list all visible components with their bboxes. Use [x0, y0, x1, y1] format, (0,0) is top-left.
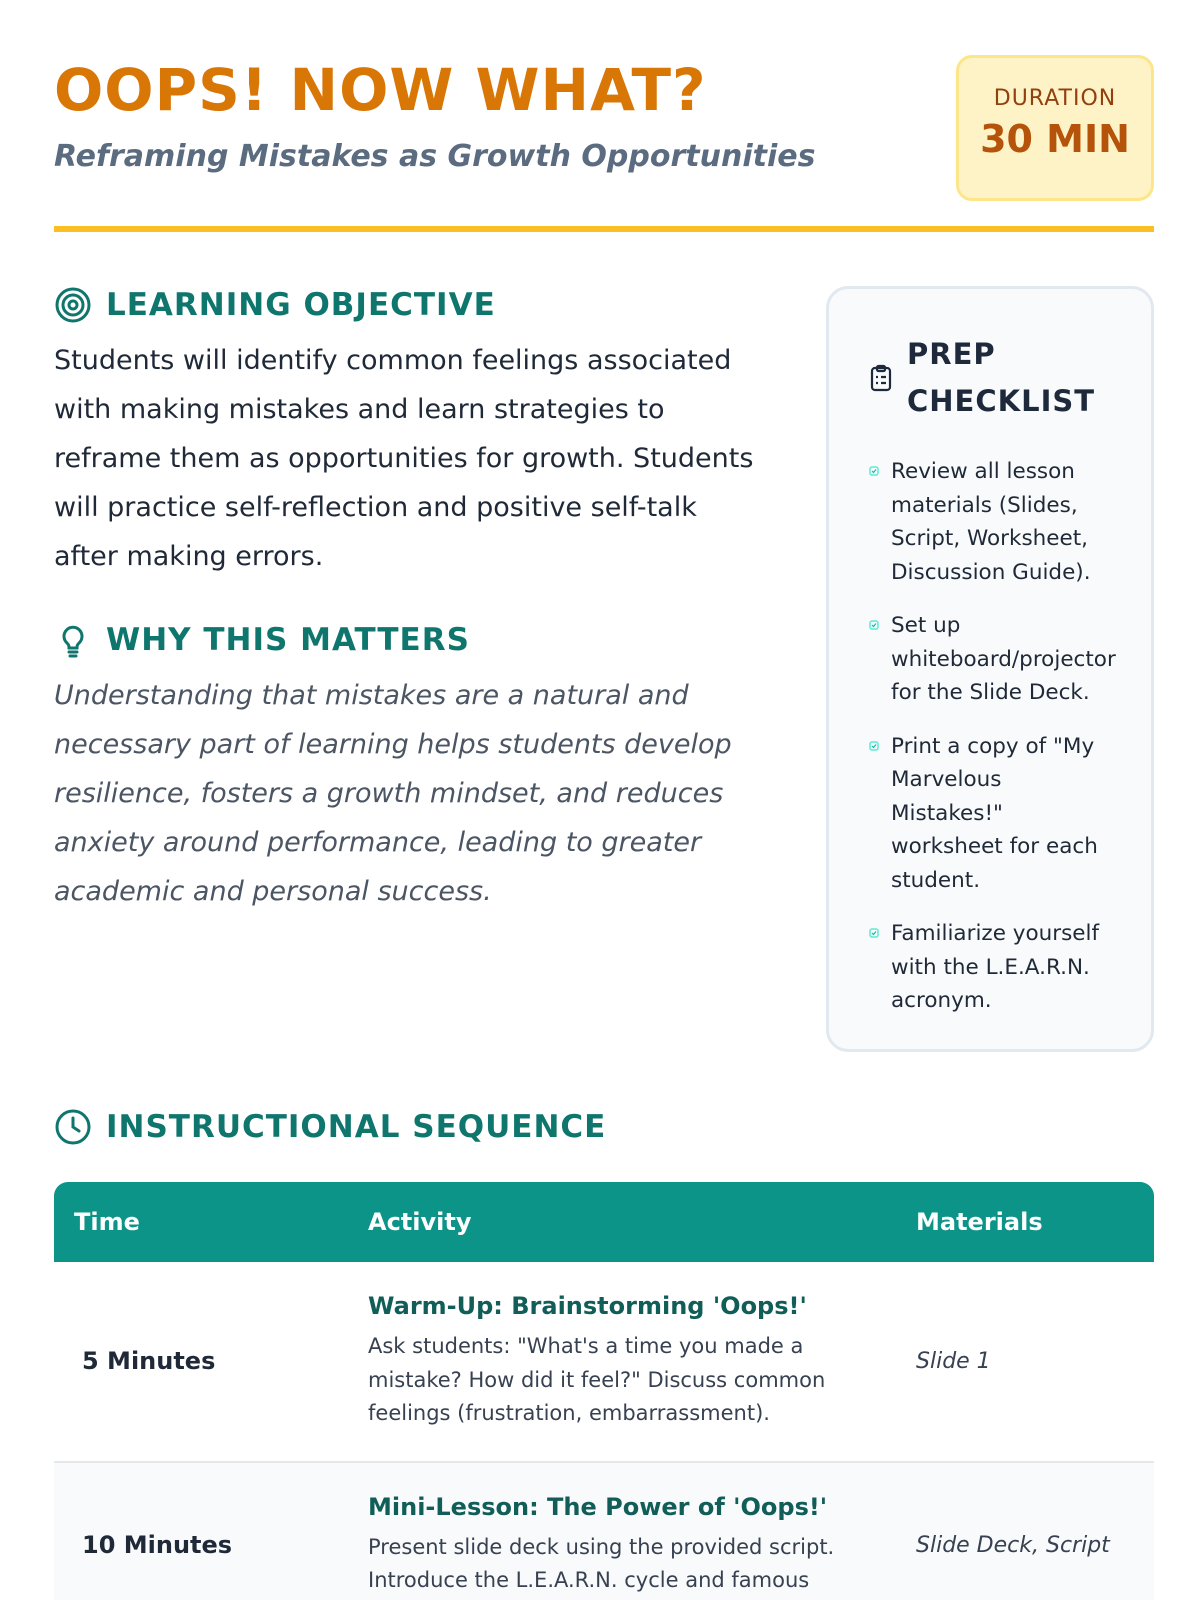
objective-heading	[54, 286, 754, 324]
col-materials: Materials	[916, 1208, 1043, 1236]
checklist-item-text: Review all lesson materials (Slides, Script, Worksheet, Discussion Guide).	[891, 459, 1091, 585]
checkbox-icon	[869, 741, 879, 751]
why-text: Understanding that mistakes are a natural and necessary part of learning helps students develop resilience, fosters a growth mindset, and reduces anxiety around performance, leading to greater academic and personal success.	[54, 680, 732, 907]
row-activity	[348, 1262, 896, 1462]
checklist-heading	[869, 331, 1117, 425]
col-activity: Activity	[368, 1208, 472, 1236]
checklist-item	[869, 609, 1117, 710]
row-time: 5 Minutes	[54, 1262, 348, 1462]
duration-badge	[956, 55, 1154, 201]
header	[54, 0, 1154, 232]
duration-label: DURATION	[993, 86, 1117, 111]
row-time: 10 Minutes	[54, 1462, 348, 1600]
activity-description: Ask students: "What's a time you made a mistake? How did it feel?" Discuss common feelings (frustration, embarrassment).	[368, 1334, 826, 1425]
table-row	[54, 1462, 1154, 1600]
activity-description: Present slide deck using the provided script. Introduce the L.E.A.R.N. cycle and famous	[368, 1534, 835, 1592]
page-subtitle: Reframing Mistakes as Growth Opportunities	[54, 139, 816, 174]
page-title: OOPS! NOW WHAT?	[54, 56, 707, 124]
row-materials: Slide 1	[896, 1262, 1154, 1462]
clock-icon	[54, 1108, 92, 1146]
row-materials: Slide Deck, Script	[896, 1462, 1154, 1600]
checklist-item-text: Print a copy of "My Marvelous Mistakes!" worksheet for each student.	[891, 733, 1098, 893]
checkbox-icon	[869, 620, 879, 630]
activity-title: Warm-Up: Brainstorming 'Oops!'	[368, 1292, 807, 1320]
why-heading-text: WHY THIS MATTERS	[106, 622, 470, 658]
checkbox-icon	[869, 466, 879, 476]
lightbulb-icon	[54, 621, 92, 659]
checklist-item	[869, 730, 1117, 898]
prep-checklist-card	[826, 286, 1154, 1052]
row-activity	[348, 1462, 896, 1600]
activity-title: Mini-Lesson: The Power of 'Oops!'	[368, 1492, 828, 1521]
checklist	[869, 455, 1117, 1018]
checklist-item	[869, 455, 1117, 589]
sequence-heading-text: INSTRUCTIONAL SEQUENCE	[106, 1109, 607, 1145]
sequence-heading	[54, 1108, 1154, 1146]
checklist-heading-text: PREP CHECKLIST	[907, 337, 1096, 418]
objective-heading-text: LEARNING OBJECTIVE	[106, 287, 496, 323]
table-row	[54, 1262, 1154, 1462]
clipboard-icon	[869, 364, 893, 392]
checklist-item	[869, 917, 1117, 1018]
target-icon	[54, 286, 92, 324]
checklist-item-text: Familiarize yourself with the L.E.A.R.N. acronym.	[891, 921, 1100, 1013]
sequence-table	[54, 1182, 1154, 1600]
col-time: Time	[74, 1208, 140, 1236]
why-heading	[54, 621, 754, 659]
duration-value: 30 MIN	[980, 117, 1130, 161]
checklist-item-text: Set up whiteboard/projector for the Slide Deck.	[891, 613, 1116, 705]
checkbox-icon	[869, 928, 879, 938]
objective-text: Students will identify common feelings associated with making mistakes and learn strategies to reframe them as opportunities for growth. Students will practice self-reflection and positive self-talk after making errors.	[54, 345, 754, 572]
